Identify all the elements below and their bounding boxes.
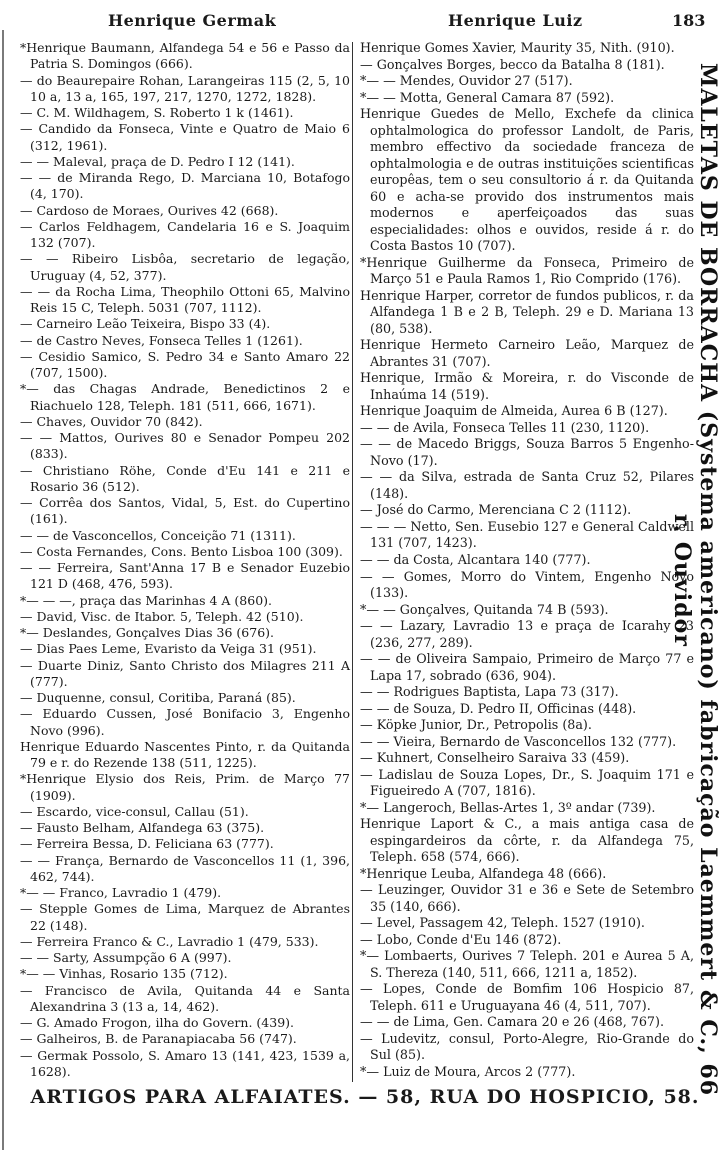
directory-entry: — Gonçalves Borges, becco da Batalha 8 (181). (360, 56, 665, 72)
page-header (20, 8, 710, 34)
directory-entry: — — Rodrigues Baptista, Lapa 73 (317). (360, 684, 619, 700)
directory-entry: — Köpke Junior, Dr., Petropolis (8a). (360, 717, 592, 733)
side-advertisement: MALETAS DE BORRACHA (Systema americano) fabricação Laemmert & C., 66 r. Ouvidor (669, 63, 721, 1097)
directory-entry: — — de Souza, D. Pedro II, Officinas (448). (360, 700, 637, 716)
directory-entry: *— — Mendes, Ouvidor 27 (517). (360, 73, 573, 89)
directory-entry: — — Gomes, Morro do Vintem, Engenho Novo (133). (360, 568, 694, 601)
left-margin-line (2, 30, 4, 1150)
directory-entry: — — Mattos, Ourives 80 e Senador Pompeu 202 (833). (20, 430, 350, 462)
directory-entry: — David, Visc. de Itabor. 5, Teleph. 42 (510). (20, 608, 304, 624)
directory-entry: *— — Vinhas, Rosario 135 (712). (20, 966, 228, 982)
directory-entry: *— das Chagas Andrade, Benedictinos 2 e Riachuelo 128, Teleph. 181 (511, 666, 1671). (20, 381, 350, 413)
directory-entry: *— Lombaerts, Ourives 7 Teleph. 201 e Aurea 5 A, S. Thereza (140, 511, 666, 1211 a, 1852). (360, 948, 694, 980)
directory-entry: — — — Netto, Sen. Eusebio 127 e General Caldwell 131 (707, 1423). (360, 518, 694, 551)
directory-entry: *Henrique Leuba, Alfandega 48 (666). (360, 865, 607, 881)
directory-entry: — do Beaurepaire Rohan, Larangeiras 115 (2, 5, 10 10 a, 13 a, 165, 197, 217, 1270, 1272, 1828). (20, 72, 350, 104)
directory-entry: *Henrique Guilherme da Fonseca, Primeiro de Março 51 e Paula Ramos 1, Rio Comprido (176). (360, 254, 694, 287)
directory-entry: — Dias Paes Leme, Evaristo da Veiga 31 (951). (20, 641, 317, 657)
directory-entry: *— — —, praça das Marinhas 4 A (860). (20, 592, 273, 608)
directory-entry: — — de Miranda Rego, D. Marciana 10, Botafogo (4, 170). (20, 170, 350, 202)
directory-entry: — Ludevitz, consul, Porto-Alegre, Rio-Grande do Sul (85). (360, 1030, 694, 1063)
directory-entry: Henrique Joaquim de Almeida, Aurea 6 B (127). (360, 403, 668, 419)
header-left-title: Henrique Germak (108, 11, 277, 30)
directory-entry: — — de Avila, Fonseca Telles 11 (230, 1120). (360, 419, 650, 435)
directory-entry: — — Ribeiro Lisbôa, secretario de legação, Uruguay (4, 52, 377). (20, 251, 350, 283)
directory-entry: — Duarte Diniz, Santo Christo dos Milagres 211 A (777). (20, 657, 350, 689)
directory-entry: — — França, Bernardo de Vasconcellos 11 (1, 396, 462, 744). (20, 852, 350, 884)
directory-entry: — Galheiros, B. de Paranapiacaba 56 (747). (20, 1031, 297, 1047)
directory-entry: — Eduardo Cussen, José Bonifacio 3, Engenho Novo (996). (20, 706, 350, 738)
directory-entry: — — Maleval, praça de D. Pedro I 12 (141). (20, 153, 295, 169)
directory-entry: *Henrique Elysio dos Reis, Prim. de Março 77 (1909). (20, 771, 350, 803)
directory-entry: *— — Franco, Lavradio 1 (479). (20, 885, 222, 900)
directory-entry: — Fausto Belham, Alfandega 63 (375). (20, 820, 265, 835)
directory-entry: — — Lazary, Lavradio 13 e praça de Icarahy 23 (236, 277, 289). (360, 618, 694, 650)
directory-entry: *— Langeroch, Bellas-Artes 1, 3º andar (739). (360, 799, 656, 815)
directory-entry: Henrique Gomes Xavier, Maurity 35, Nith. (910). (360, 40, 675, 55)
directory-entry: *Henrique Baumann, Alfandega 54 e 56 e Passo da Patria S. Domingos (666). (20, 40, 350, 72)
directory-entry: — Level, Passagem 42, Teleph. 1527 (1910). (360, 915, 645, 931)
directory-entry: — Carneiro Leão Teixeira, Bispo 33 (4). (20, 316, 271, 332)
directory-entry: — Corrêa dos Santos, Vidal, 5, Est. do Cupertino (161). (20, 495, 350, 527)
directory-entry: — Stepple Gomes de Lima, Marquez de Abrantes 22 (148). (20, 901, 350, 933)
directory-entry: Henrique Hermeto Carneiro Leão, Marquez de Abrantes 31 (707). (360, 337, 694, 369)
column-divider (352, 42, 353, 1082)
directory-entry: — Lobo, Conde d'Eu 146 (872). (360, 931, 562, 947)
directory-entry: — G. Amado Frogon, ilha do Govern. (439). (20, 1015, 294, 1030)
directory-entry: — — de Lima, Gen. Camara 20 e 26 (468, 767). (360, 1014, 664, 1030)
directory-entry: — Costa Fernandes, Cons. Bento Lisboa 100 (309). (20, 543, 343, 559)
directory-entry: Henrique, Irmão & Moreira, r. do Visconde de Inhaúma 14 (519). (360, 370, 694, 402)
directory-entry: Henrique Guedes de Mello, Exchefe da clinica ophtalmologica do professor Landolt, de Paris, membro effectivo da sociedade franceza de ophtalmologia e de outras instituições scientificas europêas, tem o seu consultorio á r. da Quitanda 60 e acha-se provido dos instrumentos mais modernos e aperfeiçoados das suas especialidades: olhos e ouvidos, reside á r. do Costa Bastos 10 (707). (360, 106, 694, 254)
directory-entry: — — da Silva, estrada de Santa Cruz 52, Pilares (148). (360, 469, 694, 501)
page-number: 183 (672, 11, 706, 30)
left-column (20, 40, 350, 1080)
directory-entry: — Ladislau de Souza Lopes, Dr., S. Joaquim 171 e Figueiredo A (707, 1816). (360, 766, 694, 799)
directory-entry: — Leuzinger, Ouvidor 31 e 36 e Sete de Setembro 35 (140, 666). (360, 882, 694, 914)
directory-entry: Henrique Harper, corretor de fundos publicos, r. da Alfandega 1 B e 2 B, Teleph. 29 e D. Mariana 13 (80, 538). (360, 287, 694, 336)
directory-entry: — de Castro Neves, Fonseca Telles 1 (1261). (20, 332, 303, 348)
header-right-title: Henrique Luiz (448, 11, 583, 30)
directory-entry: — Escardo, vice-consul, Callau (51). (20, 803, 249, 819)
directory-entry: — — da Rocha Lima, Theophilo Ottoni 65, Malvino Reis 15 C, Teleph. 5031 (707, 1112). (20, 283, 350, 315)
directory-entry: — — da Costa, Alcantara 140 (777). (360, 551, 591, 567)
directory-entry: — Carlos Feldhagem, Candelaria 16 e S. Joaquim 132 (707). (20, 218, 350, 250)
directory-entry: Henrique Laport & C., a mais antiga casa de espingardeiros da côrte, r. da Alfandega 75, Teleph. 658 (574, 666). (360, 816, 694, 865)
directory-entry: *— Luiz de Moura, Arcos 2 (777). (360, 1063, 576, 1079)
directory-entry: *— — Motta, General Camara 87 (592). (360, 89, 615, 105)
directory-entry: — Christiano Röhe, Conde d'Eu 141 e 211 e Rosario 36 (512). (20, 462, 350, 494)
directory-entry: — Germak Possolo, S. Amaro 13 (141, 423, 1539 a, 1628). (20, 1047, 350, 1079)
directory-entry: — Cesidio Samico, S. Pedro 34 e Santo Amaro 22 (707, 1500). (20, 348, 350, 380)
directory-entry: *— — Gonçalves, Quitanda 74 B (593). (360, 601, 609, 617)
directory-entry: — — de Vasconcellos, Conceição 71 (1311). (20, 527, 296, 543)
directory-entry: — Lopes, Conde de Bomfim 106 Hospicio 87, Teleph. 611 e Uruguayana 46 (4, 511, 707). (360, 981, 694, 1013)
right-column (360, 40, 694, 1080)
directory-entry: — — Ferreira, Sant'Anna 17 B e Senador Euzebio 121 D (468, 476, 593). (20, 560, 350, 592)
directory-entry: — — de Oliveira Sampaio, Primeiro de Março 77 e Lapa 17, sobrado (636, 904). (360, 651, 694, 683)
directory-entry: — — Sarty, Assumpção 6 A (997). (20, 950, 232, 965)
directory-entry: — José do Carmo, Merenciana C 2 (1112). (360, 502, 632, 518)
directory-entry: — Candido da Fonseca, Vinte e Quatro de Maio 6 (312, 1961). (20, 121, 350, 153)
directory-entry: — Cardoso de Moraes, Ourives 42 (668). (20, 202, 279, 218)
directory-entry: — Chaves, Ouvidor 70 (842). (20, 413, 203, 429)
directory-entry: — Francisco de Avila, Quitanda 44 e Santa Alexandrina 3 (13 a, 14, 462). (20, 982, 350, 1014)
directory-entry: — — Vieira, Bernardo de Vasconcellos 132 (777). (360, 733, 677, 749)
directory-entry: Henrique Eduardo Nascentes Pinto, r. da Quitanda 79 e r. do Rezende 138 (511, 1225). (20, 738, 350, 770)
footer-advertisement: ARTIGOS PARA ALFAIATES. — 58, RUA DO HOSPICIO, 58. (30, 1086, 700, 1108)
directory-entry: — Ferreira Franco & C., Lavradio 1 (479, 533). (20, 933, 319, 949)
directory-entry: *— Deslandes, Gonçalves Dias 36 (676). (20, 625, 275, 640)
directory-entry: — Kuhnert, Conselheiro Saraiva 33 (459). (360, 750, 630, 766)
directory-entry: — — de Macedo Briggs, Souza Barros 5 Engenho-Novo (17). (360, 436, 694, 468)
directory-entry: — C. M. Wildhagem, S. Roberto 1 k (1461). (20, 105, 294, 120)
directory-entry: — Duquenne, consul, Coritiba, Paraná (85). (20, 690, 296, 705)
directory-entry: — Ferreira Bessa, D. Feliciana 63 (777). (20, 836, 274, 852)
